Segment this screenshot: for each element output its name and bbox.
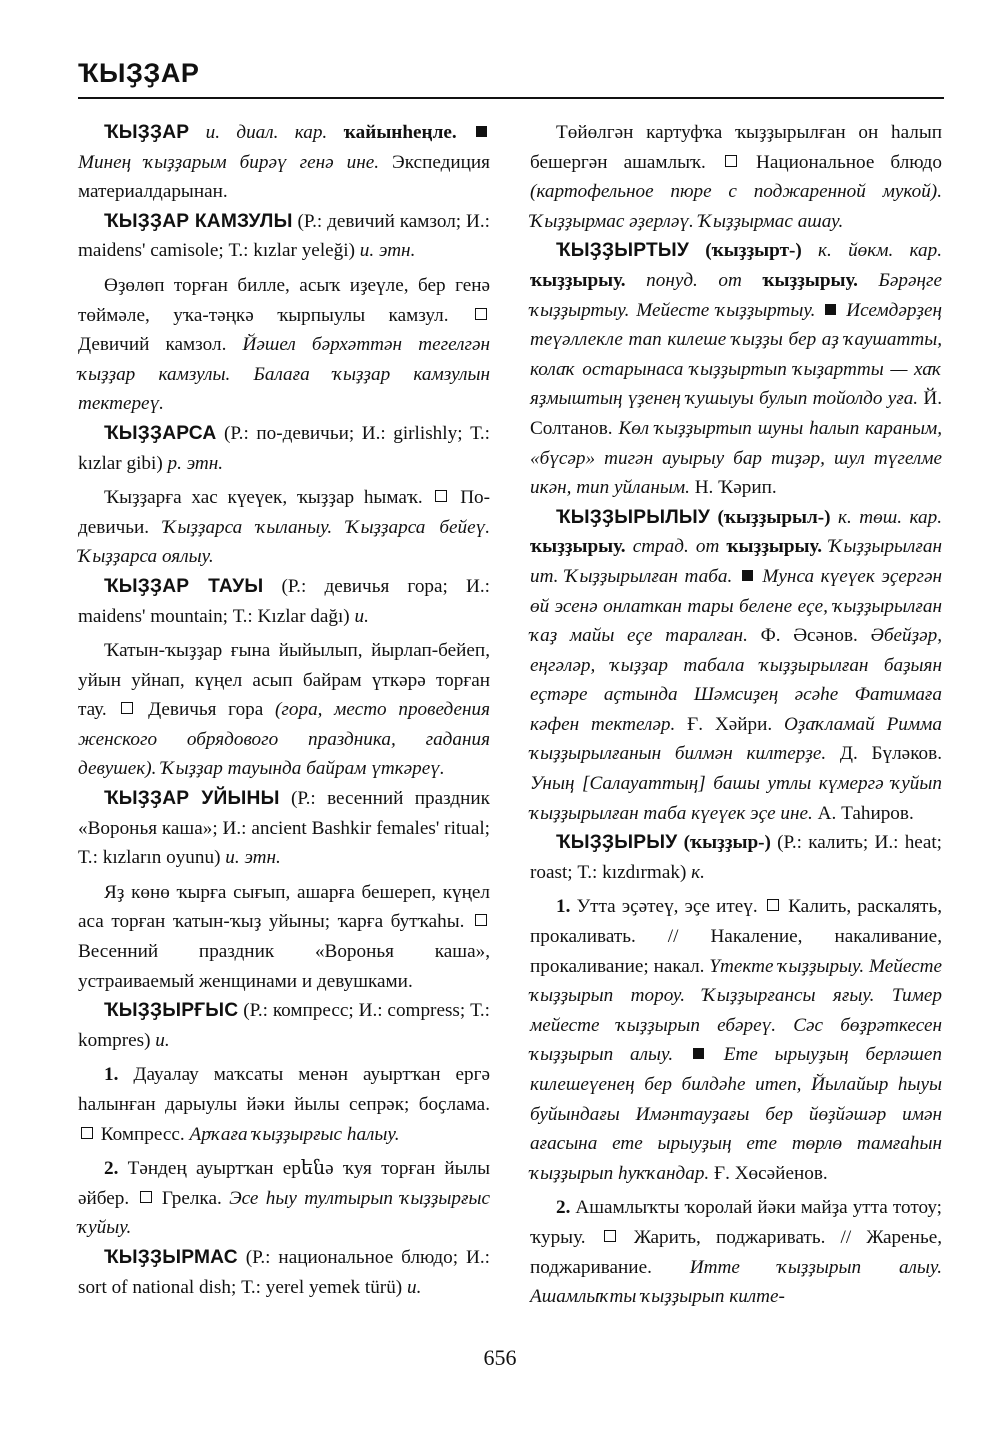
- source: А. Таһиров.: [817, 802, 914, 824]
- russian-translation: Калить, раскалять, прокаливать. // Накаление, накаливание, прокаливание; накал.: [530, 896, 942, 977]
- etymology: (Р.: национальное блюдо; И.: sort of national dish; Т.: yerel yemek türü): [78, 1246, 490, 1298]
- cross-reference: ҡайынһеңле.: [343, 122, 457, 143]
- sense-1: [78, 1060, 490, 1149]
- entry-kyzzyrmas: [78, 1243, 490, 1302]
- definition-text: Ҡатын-ҡыҙҙар ғына йыйылып, йырлап-бейеп, уйын уйнап, күңел асып байрам үткәрә торған тау.: [78, 640, 490, 721]
- example: Бәрәңге ҡыҙҙыртыу. Мейесте ҡыҙҙыртыу.: [530, 269, 942, 321]
- stem: (ҡыҙҙыр-): [683, 832, 771, 854]
- definition: [78, 483, 490, 572]
- translation-marker-icon: [475, 914, 487, 926]
- definition-text: Ашамлыҡты ҡоролай йәки майҙа утта тотоу; ҡурыу.: [530, 1197, 942, 1248]
- example: Эсе һыу тултырып ҡыҙҙырғыс ҡуйыу.: [78, 1187, 490, 1239]
- headword: ҠЫҘҘЫРМАС: [104, 1246, 238, 1268]
- sense-number: 2.: [556, 1197, 571, 1219]
- translation-marker-icon: [767, 899, 779, 911]
- etymology: (Р.: девичья гора; И.: maidens' mountain; Т.: Kızlar dağı): [78, 575, 490, 627]
- translation-marker-icon: [725, 155, 737, 167]
- source: Д. Бүләков.: [839, 743, 942, 765]
- example: Йәшел бәрхәттән тегелгән ҡыҙҙар камзулы. Балаға ҡыҙҙар камзулын тектереү.: [78, 334, 490, 415]
- example: Ҡыҙҙырмас әҙерләү. Ҡыҙҙырмас ашау.: [530, 210, 844, 232]
- russian-translation: Компресс.: [100, 1123, 185, 1145]
- grammar-label: и.: [354, 605, 369, 627]
- etymology: (Р.: по-девичьи; И.: girlishly; Т.: kızlar gibi): [78, 422, 490, 474]
- entry-kyzzar-kamzuly: [78, 207, 490, 266]
- translation-marker-icon: [475, 308, 487, 320]
- example-marker-icon: [693, 1048, 704, 1059]
- entry-kyzzyrylyu: [530, 503, 942, 829]
- source: Ғ. Хөсәйенов.: [714, 1162, 828, 1184]
- source: Экспедиция материалдарынан.: [78, 151, 490, 203]
- example: Ете ырыуҙың берләшеп килешеүенең бер билдәһе итеп, Йылайыр һыуы буйындағы Имәнтауҙағы бер йөҙйәшәр имән ағасына ете ырыуҙың ете төрлө тамғаһын ҡыҙҙырып һуҡҡандар.: [530, 1044, 943, 1184]
- grammar-label: и.: [406, 1276, 422, 1298]
- grammar-label: и.: [155, 1029, 170, 1051]
- example: Мунса күеүек эҫергән өй эсенә онлаткан тары белене еҫе, ҡыҙҙырылған ҡаҙ майы еҫе таралған.: [530, 565, 942, 647]
- example: Исемдәрҙең теүәллекле тап килеше ҡыҙҙы бер аҙ ҡаушатты, колаҡ остарынаса ҡыҙҙыртып ҡыҙартты — хаҡ яҙмыштың үҙенең ҡушыуы булып тойолдо уға.: [530, 299, 943, 410]
- example: Ҡыҙҙарса ҡыланыу. Ҡыҙҙарса бейеү. Ҡыҙҙарса оялыу.: [78, 516, 491, 568]
- example: Итте ҡыҙҙырып алыу. Ашамлыҡты ҡыҙҙырып килте-: [530, 1256, 943, 1308]
- russian-translation: Национальное блюдо: [755, 151, 942, 173]
- source: Ф. Әсәнов.: [760, 625, 858, 647]
- russian-translation: Весенний праздник «Воронья каша», устраиваемый женщинами и девушками.: [78, 941, 490, 992]
- etymology: (Р.: весенний праздник «Воронья каша»; И.: ancient Bashkir females' ritual; Т.: kızların oyunu): [78, 788, 490, 869]
- sense-number: 1.: [104, 1064, 119, 1086]
- source: Н. Ҡәрип.: [694, 477, 777, 499]
- translation-marker-icon: [81, 1127, 93, 1139]
- grammar-label: и. диал. кар.: [205, 122, 328, 143]
- cross-reference: ҡыҙҙырыу.: [530, 536, 626, 558]
- translation-note: (картофельное пюре с поджаренной мукой).: [530, 181, 942, 203]
- definition-text: Дауалау маҡсаты менән ауыртҡан ергә һалынған дарыулы йәки йылы сепрәк; боҫлама.: [78, 1064, 490, 1115]
- entry-kyzzarsa: [78, 419, 490, 478]
- example: Минең ҡыҙҙарым бирәү генә ине.: [78, 151, 380, 173]
- definition-text: Тәндең ауыртҡан ерենә ҡуя торған йылы әйбер.: [78, 1158, 490, 1209]
- example: Ҡыҙҙырылған ит. Ҡыҙҙырылған таба.: [530, 536, 943, 587]
- definition: [530, 118, 942, 236]
- stem: (ҡыҙҙырт-): [705, 240, 802, 262]
- sense-number: 2.: [104, 1158, 119, 1180]
- entry-kyzzar-uyyny: [78, 784, 490, 873]
- definition-text: Өҙөлөп торған билле, асыҡ иҙеүле, бер генә төймәле, уҡа-тәңкә ҡырпыулы камзул.: [78, 274, 490, 326]
- definition: [78, 878, 490, 996]
- entry-kyzzar: [78, 118, 490, 207]
- page-header: [78, 58, 944, 99]
- example-marker-icon: [476, 126, 487, 137]
- example: Әбейҙәр, еңгәләр, ҡыҙҙар табала ҡыҙҙырылған баҙыян еҫтәре аҫтында Шәмсиҙең әсәһе Фатимаға кәфен тектеләр.: [530, 625, 942, 735]
- cross-reference: ҡыҙҙырыу.: [726, 536, 823, 558]
- entry-kyzzyryu: [530, 828, 942, 887]
- example: Ҡыҙҙар тауында байрам үткәреү.: [161, 758, 445, 780]
- example: Уның [Салауаттың] башы утлы күмергә ҡуйып ҡыҙҙырылған таба күеүек эҫе ине.: [530, 773, 942, 824]
- definition-text: Төйөлгән картуфҡа ҡыҙҙырылған он һалып бешергән ашамлыҡ.: [530, 122, 942, 173]
- headword: ҠЫҘҘЫРЫУ: [556, 832, 678, 854]
- example: Көл ҡыҙҙыртып шуны һалып караным, «бүсәр» тигән ауырыу бар тиҙәр, шул түгелме икән, тип уйланым.: [530, 417, 942, 499]
- etymology: (Р.: компресс; И.: compress; Т.: kompres): [78, 1000, 490, 1051]
- grammar-label: и. этн.: [225, 847, 281, 869]
- sense-1: [530, 892, 942, 1188]
- header-rule: [78, 97, 944, 99]
- russian-translation: Жарить, поджаривать. // Жаренье, поджаривание.: [530, 1226, 943, 1278]
- stem: (ҡыҙҙырыл-): [717, 506, 831, 528]
- russian-translation: По-девичьи.: [78, 487, 491, 538]
- translation-note: (гора, место проведения женского обрядового праздника, гадания девушек).: [78, 699, 490, 780]
- grammar-label: р. этн.: [167, 452, 224, 474]
- sense-2: [78, 1154, 490, 1243]
- example-marker-icon: [825, 304, 836, 315]
- entry-kyzzyrtyu: [530, 236, 942, 502]
- entry-kyzzyrgys: [78, 996, 490, 1055]
- grammar-label: к. йөкм. кар.: [818, 240, 943, 262]
- headword: ҠЫҘҘЫРТЫУ: [556, 240, 690, 262]
- source: Й. Солтанов.: [530, 388, 942, 439]
- definition-text: Ҡыҙҙарға хас күеүек, ҡыҙҙар һымаҡ.: [104, 487, 423, 509]
- translation-marker-icon: [121, 702, 133, 714]
- example: Үтекте ҡыҙҙырыу. Мейесте ҡыҙҙырып тороу. Ҡыҙҙырғансы яғыу. Тимер мейесте ҡыҙҙырып ебәреү. Сәс бөҙрәткесен ҡыҙҙырып алыу.: [530, 955, 942, 1066]
- example: Арҡаға ҡыҙҙырғыс һалыу.: [189, 1123, 400, 1145]
- cross-reference: ҡыҙҙырыу.: [530, 269, 626, 291]
- left-column: [78, 118, 490, 1302]
- headword: ҠЫҘҘАРСА: [104, 422, 217, 444]
- example-marker-icon: [742, 570, 753, 581]
- headword: ҠЫҘҘАР ТАУЫ: [104, 575, 264, 597]
- definition: [78, 271, 490, 419]
- entry-kyzzar-tauy: [78, 572, 490, 631]
- definition-text: Утта эҫәтеү, эҫе итеү.: [576, 896, 758, 918]
- translation-marker-icon: [435, 490, 447, 502]
- source: Ғ. Хәйри.: [687, 713, 773, 735]
- headword: ҠЫҘҘАР: [104, 122, 190, 143]
- definition: [78, 636, 490, 784]
- grammar-label: страд. от: [632, 536, 720, 558]
- running-head: ҠЫҘҘАР: [78, 58, 200, 88]
- headword: ҠЫҘҘАР УЙЫНЫ: [104, 788, 280, 810]
- headword: ҠЫҘҘЫРЫЛЫУ: [556, 506, 710, 528]
- grammar-label: и. этн.: [359, 240, 416, 262]
- russian-translation: Девичий камзол.: [78, 334, 227, 356]
- grammar-label: к. төш. кар.: [838, 506, 942, 528]
- russian-translation: Грелка.: [161, 1187, 222, 1209]
- headword: ҠЫҘҘАР КАМЗУЛЫ: [104, 210, 293, 232]
- example: Оҙаҡламай Римма ҡыҙҙырылғанын билмән килтерҙе.: [530, 713, 942, 765]
- headword: ҠЫҘҘЫРҒЫС: [104, 1000, 239, 1022]
- page-number: 656: [483, 1345, 517, 1370]
- etymology: (Р.: девичий камзол; И.: maidens' camisole; Т.: kızlar yeleği): [78, 210, 490, 262]
- right-column: [530, 118, 942, 1312]
- sense-2: [530, 1193, 942, 1311]
- russian-translation: Девичья гора: [148, 699, 264, 721]
- etymology: (Р.: калить; И.: heat; roast; Т.: kızdırmak): [530, 832, 943, 883]
- grammar-label: понуд. от: [646, 269, 742, 291]
- definition-text: Яҙ көнө ҡырға сығып, ашарға бешереп, күңел аса торған ҡатын-ҡыҙ уйыны; ҡарға бутҡаһы.: [78, 881, 490, 933]
- translation-marker-icon: [604, 1230, 616, 1242]
- translation-marker-icon: [140, 1191, 152, 1203]
- grammar-label: к.: [691, 861, 705, 883]
- cross-reference: ҡыҙҙырыу.: [762, 269, 858, 291]
- sense-number: 1.: [556, 896, 571, 918]
